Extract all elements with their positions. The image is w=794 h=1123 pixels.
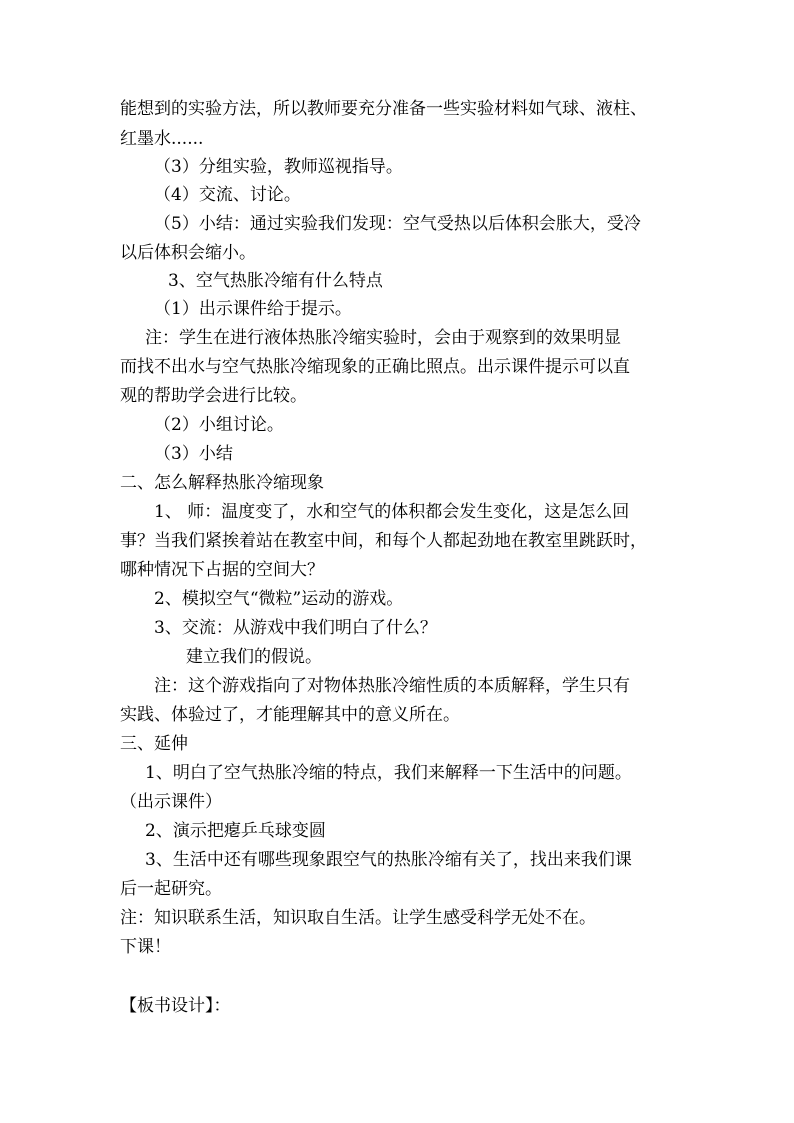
text-line: （2）小组讨论。 xyxy=(154,415,284,435)
text-line: （1）出示课件给于提示。 xyxy=(154,299,352,319)
text-line: 能想到的实验方法，所以教师要充分准备一些实验材料如气球、液柱、 xyxy=(120,99,647,119)
text-line: 后一起研究。 xyxy=(120,879,222,899)
text-line: 红墨水...... xyxy=(120,129,204,149)
text-line: 3、交流：从游戏中我们明白了什么？ xyxy=(154,618,437,638)
text-line: 而找不出水与空气热胀冷缩现象的正确比照点。出示课件提示可以直 xyxy=(120,357,630,377)
text-line: （5）小结：通过实验我们发现：空气受热以后体积会胀大，受冷 xyxy=(154,214,641,234)
text-line: （3）分组实验，教师巡视指导。 xyxy=(154,157,403,177)
text-line: （出示课件） xyxy=(120,792,222,812)
text-line: 2、模拟空气“微粒”运动的游戏。 xyxy=(154,589,404,609)
text-line: （4）交流、讨论。 xyxy=(154,185,301,205)
text-line: 实践、体验过了，才能理解其中的意义所在。 xyxy=(120,705,460,725)
note-line: 注：这个游戏指向了对物体热胀冷缩性质的本质解释，学生只有 xyxy=(154,676,630,696)
note-line: 注：学生在进行液体热胀冷缩实验时，会由于观察到的效果明显 xyxy=(145,328,621,348)
text-line: 建立我们的假说。 xyxy=(186,647,322,667)
board-design-heading: 【板书设计】： xyxy=(120,996,231,1016)
text-line: 3、生活中还有哪些现象跟空气的热胀冷缩有关了，找出来我们课 xyxy=(145,850,632,870)
text-line: 1、 师：温度变了，水和空气的体积都会发生变化，这是怎么回 xyxy=(154,502,630,522)
section-heading: 三、延伸 xyxy=(120,734,188,754)
text-line: 哪种情况下占据的空间大？ xyxy=(120,560,324,580)
text-line: 观的帮助学会进行比较。 xyxy=(120,386,307,406)
section-heading: 二、怎么解释热胀冷缩现象 xyxy=(120,473,324,493)
text-line: 下课！ xyxy=(120,937,171,957)
text-line: 事？当我们紧挨着站在教室中间，和每个人都起劲地在教室里跳跃时， xyxy=(120,531,647,551)
note-line: 注：知识联系生活，知识取自生活。让学生感受科学无处不在。 xyxy=(120,908,596,928)
subheading: 3、空气热胀冷缩有什么特点 xyxy=(168,271,383,291)
text-line: 1、明白了空气热胀冷缩的特点，我们来解释一下生活中的问题。 xyxy=(145,763,632,783)
text-line: 2、演示把瘪乒乓球变圆 xyxy=(145,821,326,841)
text-line: 以后体积会缩小。 xyxy=(120,243,256,263)
text-line: （3）小结 xyxy=(154,444,233,464)
